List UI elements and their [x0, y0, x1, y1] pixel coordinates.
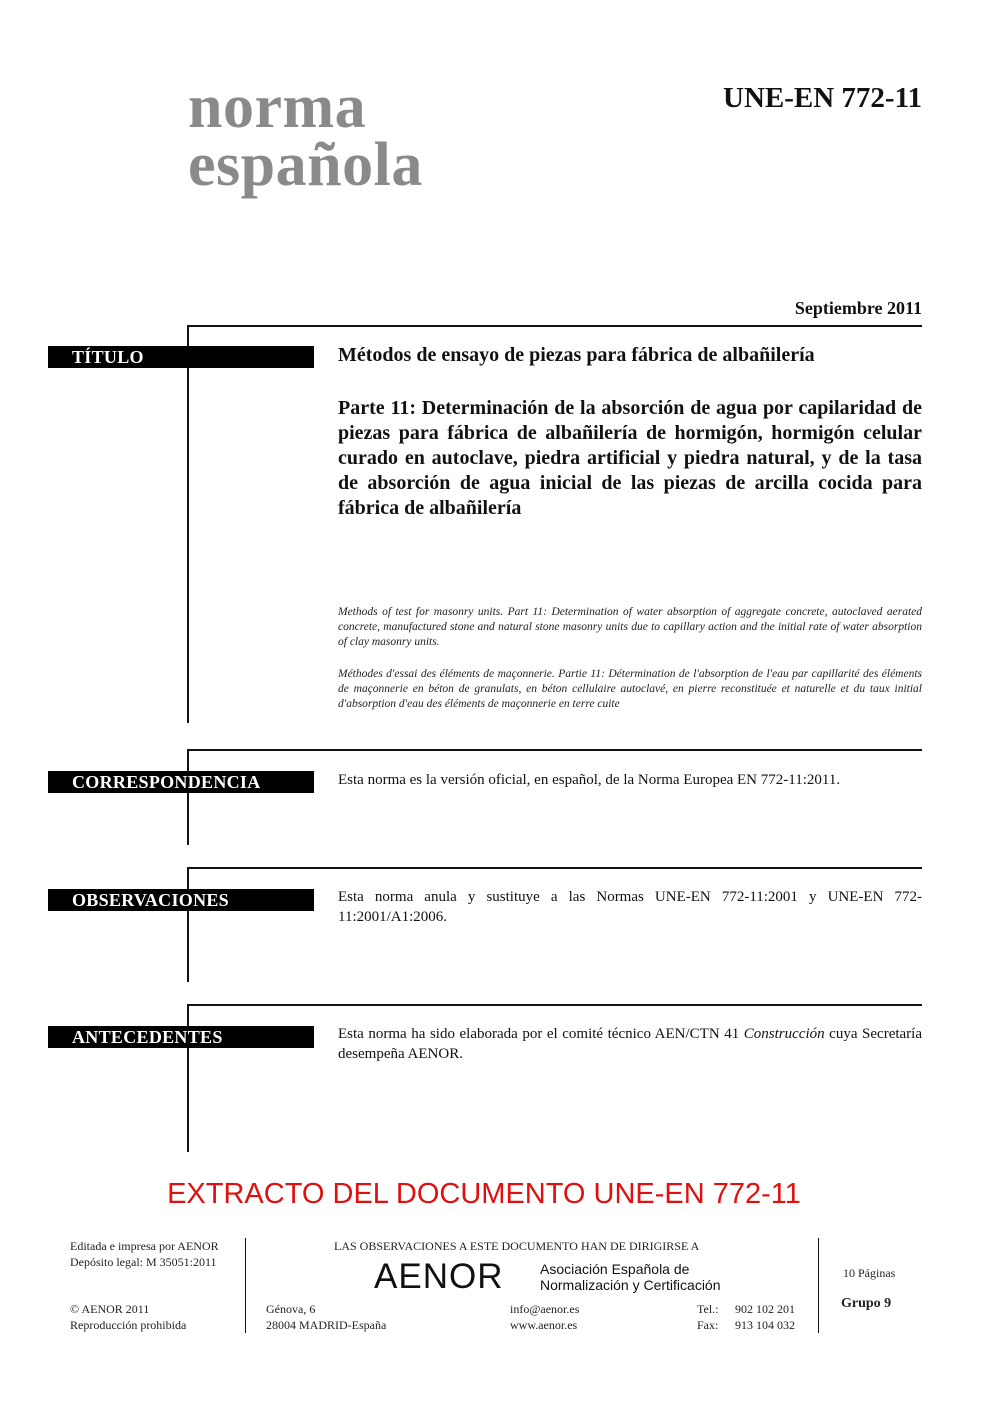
footer-tel-label: Tel.: — [697, 1302, 719, 1316]
footer-divider-left — [245, 1238, 246, 1333]
footer-address-2: 28004 MADRID-España — [266, 1318, 387, 1332]
footer-edited: Editada e impresa por AENOR — [70, 1239, 219, 1253]
observaciones-text: Esta norma anula y sustituye a las Normas UNE-EN 772-11:2001 y UNE-EN 772-11:2001/A1:2006. — [338, 889, 922, 925]
title-part: Parte 11: Determinación de la absorción de agua por capilaridad de piezas para fábrica de albañilería de hormigón, hormigón celular curado en autoclave, piedra artificial y piedra natural, y de la tasa de absorción de agua inicial de las piezas de arcilla cocida para fábrica de albañilería — [338, 397, 922, 519]
footer-deposit: Depósito legal: M 35051:2011 — [70, 1255, 217, 1269]
section-rule-observaciones — [187, 867, 189, 982]
antecedentes-text-start: Esta norma ha sido elaborada por el comité técnico AEN/CTN 41 — [338, 1026, 744, 1042]
section-divider-antecedentes — [188, 1004, 922, 1006]
title-french: Méthodes d'essai des éléments de maçonnerie. Partie 11: Détermination de l'absorption de l'eau par capillarité des éléments de maçonnerie en béton de granulats, en béton cellulaire autoclavé, en pierre reconstituée et naturelle et du taux initial d'absorption d'eau des éléments de maçonnerie en terre cuite — [338, 668, 922, 710]
footer-address-1: Génova, 6 — [266, 1302, 316, 1316]
footer-web[interactable]: www.aenor.es — [510, 1318, 578, 1332]
title-english: Methods of test for masonry units. Part 11: Determination of water absorption of aggregate concrete, autoclaved aerated concrete, manufactured stone and natural stone masonry units due to capillary action and the initial rate of water absorption of clay masonry units. — [338, 606, 922, 648]
antecedentes-text-end: cuya Secretaría desempeña AENOR. — [338, 1026, 922, 1062]
footer-pages: 10 Páginas — [843, 1266, 896, 1280]
footer-copyright: © AENOR 2011 — [70, 1302, 150, 1316]
footer-edition — [70, 1238, 219, 1270]
section-rule-titulo — [187, 325, 189, 723]
antecedentes-text — [338, 1024, 922, 1064]
title-main: Métodos de ensayo de piezas para fábrica de albañilería — [338, 344, 815, 366]
standard-code: UNE-EN 772-11 — [723, 82, 922, 114]
footer-tel: 902 102 201 — [735, 1302, 795, 1316]
publication-date: Septiembre 2011 — [794, 298, 922, 318]
label-correspondencia: CORRESPONDENCIA — [48, 771, 314, 793]
aenor-sub-line-1: Asociación Española de — [540, 1261, 690, 1277]
brand-line-1: norma — [188, 73, 367, 141]
brand-title — [188, 73, 423, 199]
footer-observations-header: LAS OBSERVACIONES A ESTE DOCUMENTO HAN DE DIRIGIRSE A — [334, 1239, 700, 1253]
section-divider-observaciones — [188, 867, 922, 869]
section-divider-correspondencia — [188, 749, 922, 751]
footer-phone-numbers — [735, 1301, 795, 1333]
footer-group: Grupo 9 — [841, 1296, 892, 1311]
footer-phone-labels — [697, 1301, 719, 1333]
footer-address — [266, 1301, 386, 1333]
footer-email[interactable]: info@aenor.es — [510, 1302, 580, 1316]
section-rule-correspondencia — [187, 749, 189, 845]
committee-name: Construcción — [743, 1026, 825, 1042]
section-divider-titulo — [188, 325, 922, 327]
footer-reproduction: Reproducción prohibida — [70, 1318, 187, 1332]
correspondencia-text: Esta norma es la versión oficial, en español, de la Norma Europea EN 772-11:2011. — [338, 772, 841, 788]
aenor-logo: AENOR — [374, 1257, 504, 1296]
label-observaciones: OBSERVACIONES — [48, 889, 314, 911]
extract-notice: EXTRACTO DEL DOCUMENTO UNE-EN 772-11 — [167, 1178, 801, 1210]
brand-line-2: española — [188, 131, 423, 199]
footer-contact — [510, 1301, 579, 1333]
footer-rights — [70, 1301, 186, 1333]
aenor-sub-line-2: Normalización y Certificación — [540, 1277, 721, 1293]
aenor-logo-subtitle — [540, 1261, 740, 1293]
footer-divider-right — [818, 1238, 819, 1333]
label-antecedentes: ANTECEDENTES — [48, 1026, 314, 1048]
label-titulo: TÍTULO — [48, 346, 314, 368]
footer-fax-label: Fax: — [697, 1318, 719, 1332]
footer-fax: 913 104 032 — [735, 1318, 795, 1332]
